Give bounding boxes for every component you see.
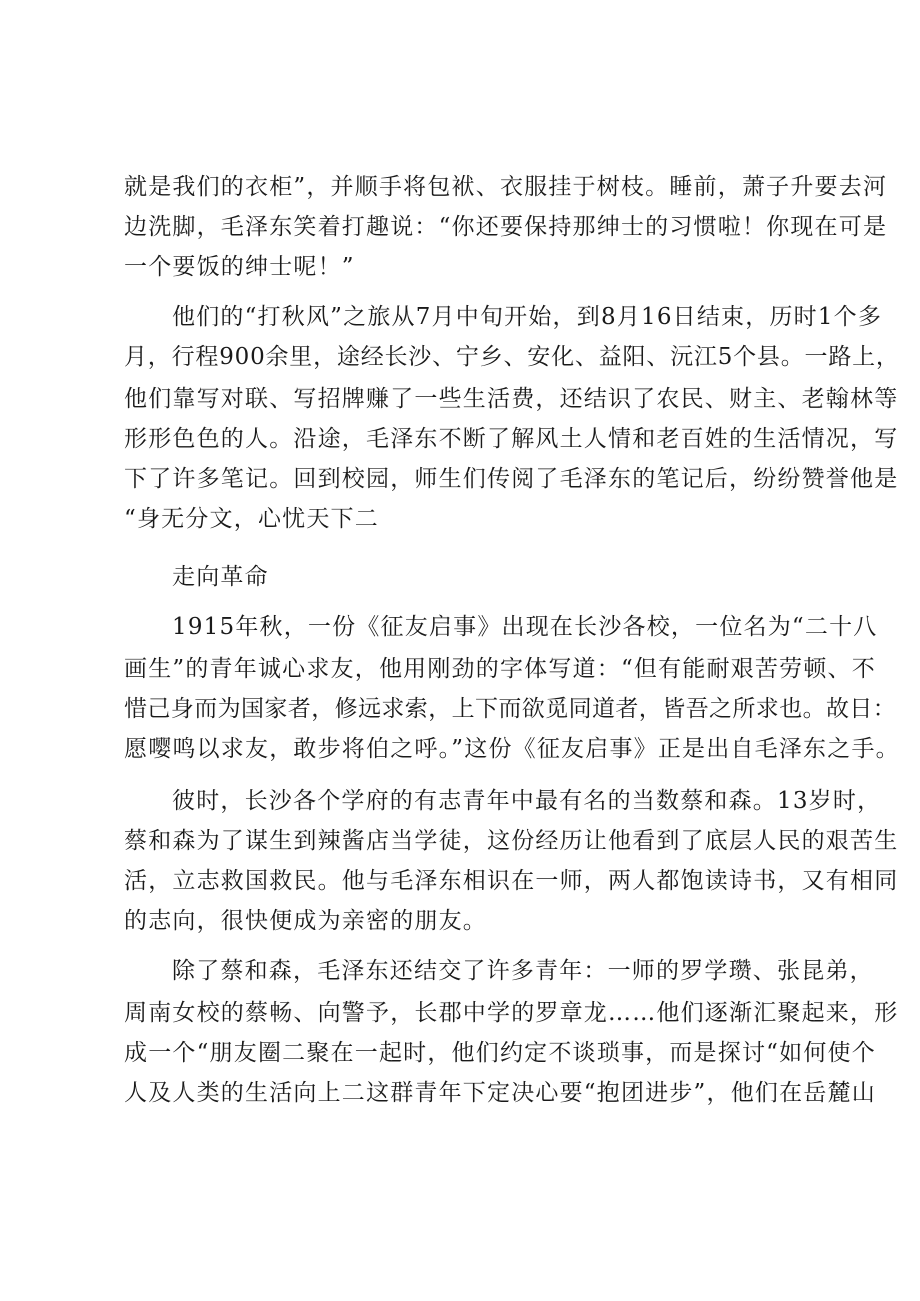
text-line: “身无分文，心忧天下二	[124, 506, 379, 532]
text-line: 1915年秋，一份《征友启事》出现在长沙各校，一位名为“二十八	[172, 614, 878, 640]
text-line: 活，立志救国救民。他与毛泽东相识在一师，两人都饱读诗书，又有相同	[124, 868, 899, 894]
text-line: 下了许多笔记。回到校园，师生们传阅了毛泽东的笔记后，纷纷赞誉他是	[124, 466, 899, 492]
text-line: 他们靠写对联、写招牌赚了一些生活费，还结识了农民、财主、老翰林等	[124, 386, 899, 412]
text-line: 画生”的青年诚心求友，他用刚劲的字体写道：“但有能耐艰苦劳顿、不	[124, 656, 876, 682]
section-heading: 走向革命	[172, 564, 269, 590]
text-line: 人及人类的生活向上二这群青年下定决心要“抱团进步”，他们在岳麓山	[124, 1080, 876, 1106]
text-line: 就是我们的衣柜”，并顺手将包袱、衣服挂于树枝。睡前，萧子升要去河	[124, 174, 888, 200]
text-line: 月，行程900余里，途经长沙、宁乡、安化、益阳、沅江5个县。一路上，	[124, 344, 900, 370]
text-line: 形形色色的人。沿途，毛泽东不断了解风土人情和老百姓的生活情况，写	[124, 426, 899, 452]
text-line: 他们的“打秋风”之旅从7月中旬开始，到8月16日结束，历时1个多	[172, 304, 883, 330]
text-line: 彼时，长沙各个学府的有志青年中最有名的当数蔡和森。13岁时，	[172, 788, 882, 814]
text-line: 除了蔡和森，毛泽东还结交了许多青年：一师的罗学瓒、张昆弟，	[172, 958, 874, 984]
text-line: 惜己身而为国家者，修远求索，上下而欲觅同道者，皆吾之所求也。故日：	[124, 696, 897, 722]
text-line: 一个要饭的绅士呢！”	[124, 254, 355, 280]
text-line: 愿嘤鸣以求友，敢步将伯之呼。”这份《征友启事》正是出自毛泽东之手。	[124, 736, 900, 762]
text-line: 蔡和森为了谋生到辣酱店当学徒，这份经历让他看到了底层人民的艰苦生	[124, 828, 899, 854]
text-line: 的志向，很快便成为亲密的朋友。	[124, 908, 487, 934]
text-line: 成一个“朋友圈二聚在一起时，他们约定不谈琐事，而是探讨“如何使个	[124, 1040, 876, 1066]
text-line: 周南女校的蔡畅、向警予，长郡中学的罗章龙……他们逐渐汇聚起来，形	[124, 1000, 899, 1026]
text-line: 边洗脚，毛泽东笑着打趣说：“你还要保持那绅士的习惯啦！你现在可是	[124, 214, 888, 240]
